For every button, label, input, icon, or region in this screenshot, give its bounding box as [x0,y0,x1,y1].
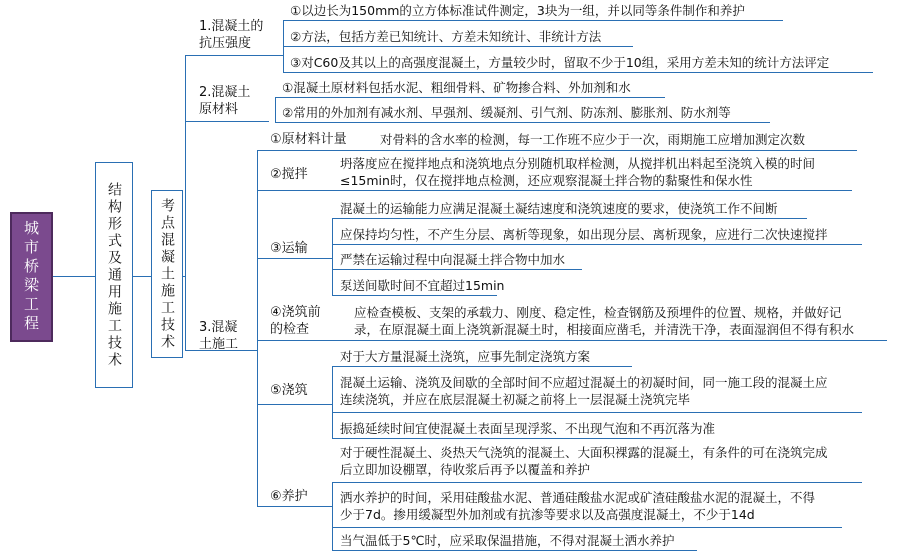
connector [347,340,887,341]
connector [197,55,269,56]
leaf-item: 应保持均匀性，不产生分层、离析等现象，如出现分层、离析现象，应进行二次快速搅拌 [340,227,828,242]
connector [332,366,632,367]
sub-label: ⑥养护 [270,489,308,504]
connector [283,46,633,47]
level1-node [95,162,133,388]
leaf-item: 混凝土的运输能力应满足混凝土凝结速度和浇筑速度的要求，使浇筑工作不间断 [340,201,778,216]
connector [332,218,807,219]
connector [257,150,857,151]
leaf-item: ②方法，包括方差已知统计、方差未知统计、非统计方法 [290,29,602,44]
connector [269,55,283,56]
connector [332,244,862,245]
leaf-item: 对于硬性混凝土、炎热天气浇筑的混凝土、大面积裸露的混凝土，有条件的可在浇筑完成 后立即加设棚罩，待收浆后再予以覆盖和养护 [340,445,828,477]
leaf-item: 对于大方量混凝土浇筑，应事先制定浇筑方案 [340,349,591,364]
connector [283,20,783,21]
level1-label: 结构形式及通用施工技术 [106,181,122,369]
connector [257,150,258,506]
connector [257,404,332,405]
sub-label: ⑤浇筑 [270,383,308,398]
root-node [10,212,53,342]
connector [283,72,873,73]
connector [133,276,151,277]
level2-label: 考点混凝土施工技术 [159,197,175,351]
leaf-item: ③对C60及其以上的高强度混凝土，方量较少时，留取不少于10组，采用方差未知的统计方法评定 [290,55,830,70]
connector [275,122,770,123]
connector [185,55,186,350]
leaf-item: 对骨料的含水率的检测，每一工作班不应少于一次，雨期施工应增加测定次数 [380,132,806,147]
level2-node [151,190,183,358]
leaf-item: 坍落度应在搅拌地点和浇筑地点分别随机取样检测，从搅拌机出料起至浇筑入模的时间 ≤15min时，仅在搅拌地点检测，还应观察混凝土拌合物的黏聚性和保水性 [340,156,816,188]
section-label-2: 2.混凝土 原材料 [199,85,251,117]
connector [185,55,197,56]
connector [183,276,185,277]
connector [332,550,697,551]
sub-label: ③运输 [270,241,308,256]
root-label: 城市桥梁工程 [22,220,40,334]
sub-label: ④浇筑前 的检查 [270,305,321,337]
connector [332,438,672,439]
section-label-1: 1.混凝土的 抗压强度 [199,19,264,51]
leaf-item: 应检查模板、支架的承载力、刚度、稳定性，检查钢筋及预埋件的位置、规格，并做好记 录，在原混凝土面上浇筑新混凝土时，相接面应凿毛，并清洗干净，表面湿润但不得有积水 [354,305,855,337]
connector [275,97,665,98]
connector [197,121,269,122]
leaf-item: 振捣延续时间宜使混凝土表面呈现浮浆、不出现气泡和不再沉落为准 [340,421,716,436]
leaf-item: 洒水养护的时间，采用硅酸盐水泥、普通硅酸盐水泥或矿渣硅酸盐水泥的混凝土，不得 少于7d。掺用缓凝型外加剂或有抗渗等要求以及高强度混凝土，不少于14d [340,490,816,522]
sub-label: ①原材料计量 [270,132,347,147]
leaf-item: 泵送间歇时间不宜超过15min [340,278,505,293]
sub-label: ②搅拌 [270,167,308,182]
connector [332,482,333,550]
leaf-item: ①混凝土原材料包括水泥、粗细骨料、矿物掺合料、外加剂和水 [282,80,631,95]
connector [257,258,332,259]
connector [185,350,197,351]
connector [332,527,842,528]
connector [332,269,582,270]
connector [332,295,497,296]
connector [332,482,862,483]
leaf-item: 当气温低于5℃时，应采取保温措施，不得对混凝土洒水养护 [340,533,675,548]
connector [257,506,332,507]
connector [275,97,276,122]
connector [185,121,197,122]
leaf-item: 严禁在运输过程中向混凝土拌合物中加水 [340,252,566,267]
connector [332,412,862,413]
connector [332,218,333,295]
section-label-3: 3.混凝 土施工 [199,320,239,352]
connector [332,366,333,438]
connector [332,190,852,191]
connector [257,340,347,341]
leaf-item: ①以边长为150mm的立方体标准试件测定，3块为一组，并以同等条件制作和养护 [290,3,745,18]
connector [257,190,332,191]
connector [53,276,95,277]
leaf-item: ②常用的外加剂有减水剂、早强剂、缓凝剂、引气剂、防冻剂、膨胀剂、防水剂等 [282,105,731,120]
leaf-item: 混凝土运输、浇筑及间歇的全部时间不应超过混凝土的初凝时间，同一施工段的混凝土应 连续浇筑，并应在底层混凝土初凝之前将上一层混凝土浇筑完毕 [340,375,828,407]
